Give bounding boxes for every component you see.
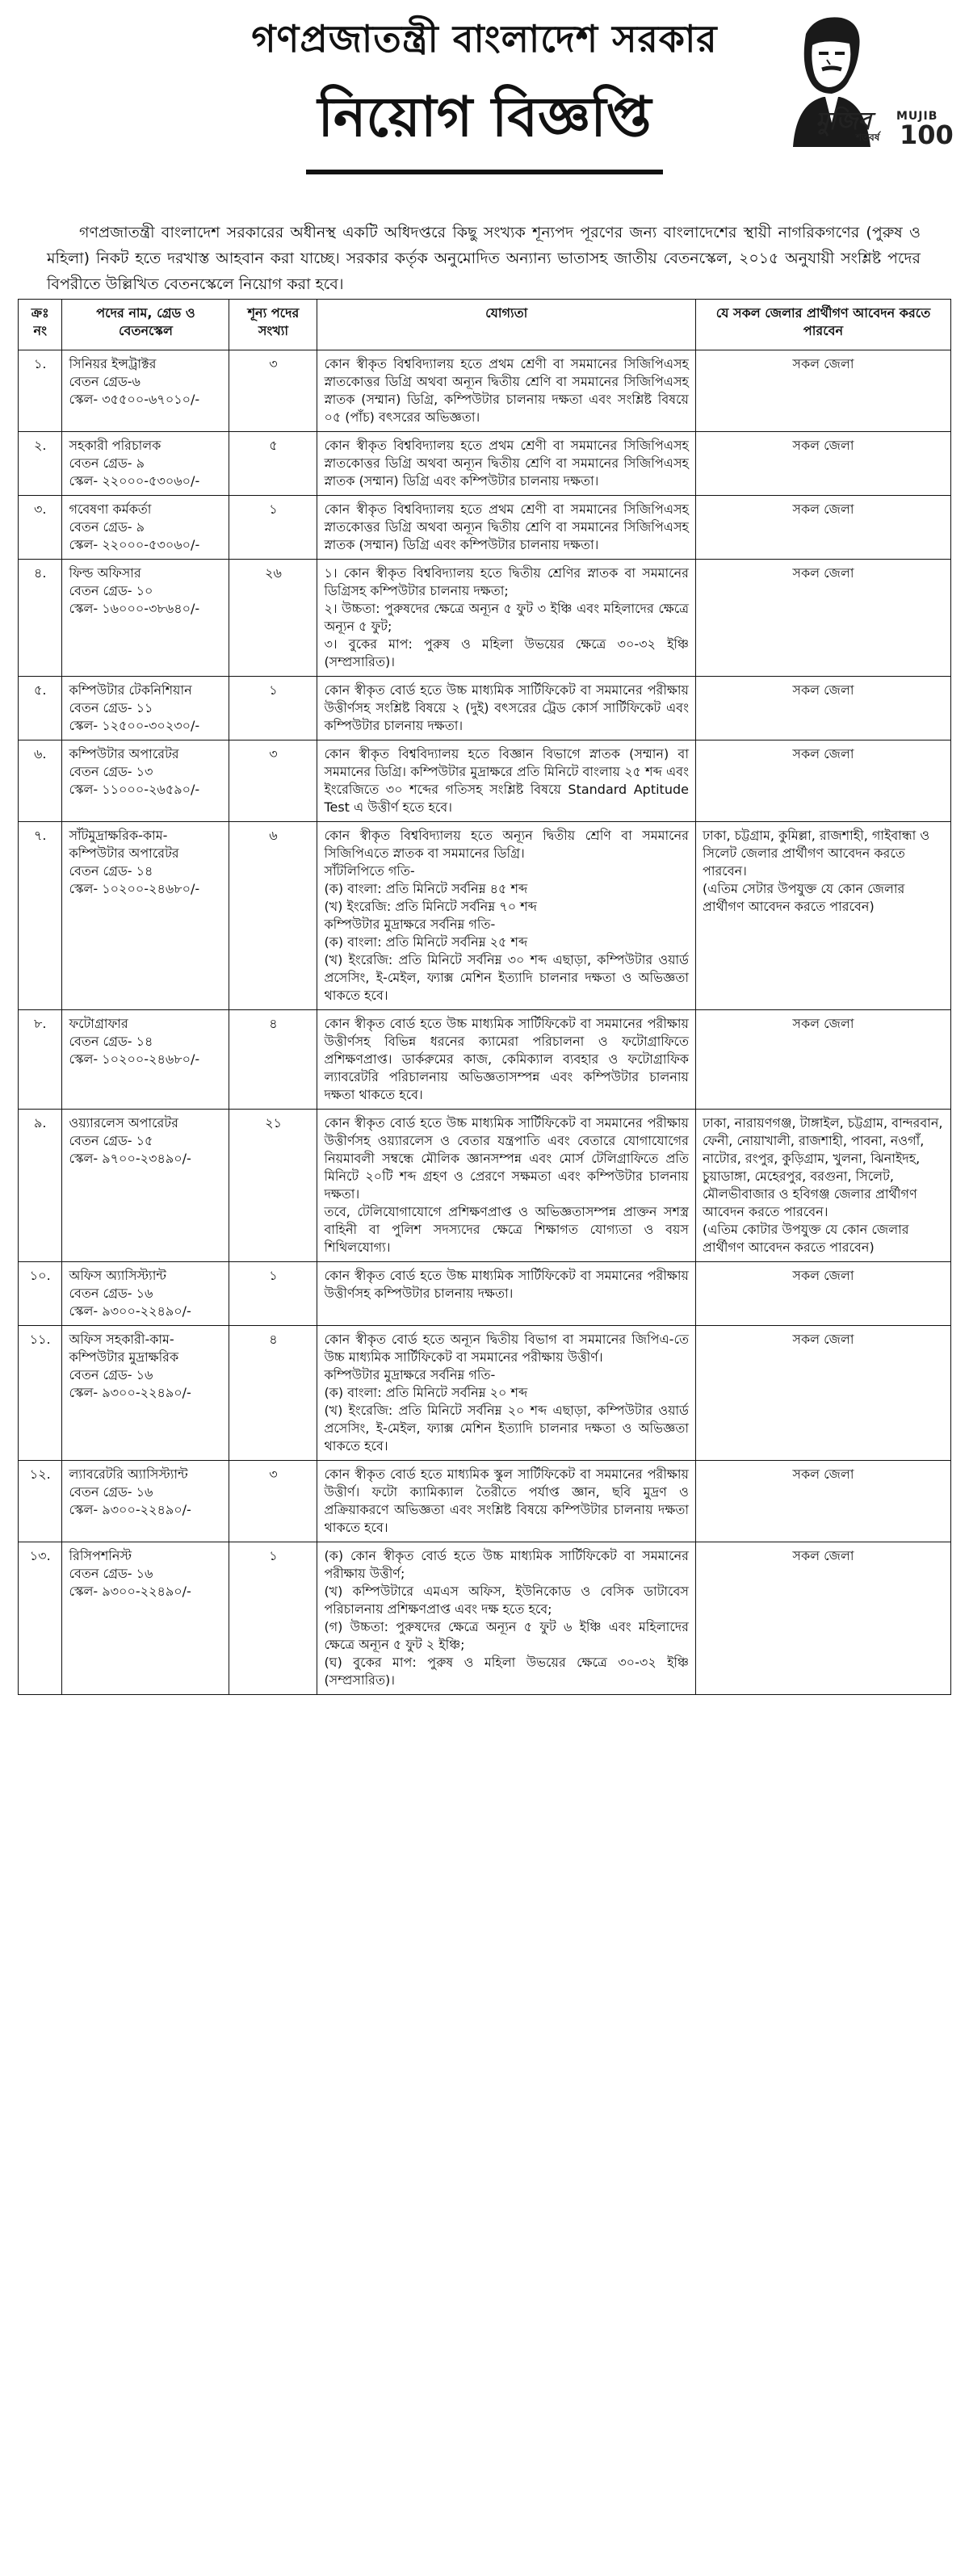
pay-grade: বেতন গ্রেড- ১১ [69,700,153,715]
pay-scale: স্কেল- ৯৭০০-২৩৪৯০/- [69,1151,191,1166]
row-vacancy-count: ২৬ [229,560,317,677]
row-post-details [62,350,229,432]
district-line: সকল জেলা [792,682,854,698]
row-serial: ১০. [19,1262,62,1326]
district-line: সকল জেলা [792,356,854,371]
table-row [19,432,951,496]
pay-scale: স্কেল- ৩৫৫০০-৬৭০১০/- [69,392,200,407]
qualification-line: কম্পিউটার মুদ্রাক্ষরে সর্বনিম্ন গতি- [324,1367,496,1382]
row-qualification [317,350,696,432]
pay-grade: বেতন গ্রেড- ১০ [69,583,153,598]
pay-grade: বেতন গ্রেড- ১৩ [69,764,153,779]
qualification-line: তবে, টেলিযোগাযোগে প্রশিক্ষণপ্রাপ্ত ও অভিজ্ঞতাসম্পন্ন প্রাক্তন সশস্ত্র বাহিনী বা পুলিশ সদস্যদের ক্ষেত্রে শিক্ষাগত যোগ্যতা ও বয়স শিথিলযোগ্য। [324,1204,689,1255]
row-vacancy-count: ১ [229,496,317,560]
qualification-line: ২। উচ্চতা: পুরুষদের ক্ষেত্রে অন্যূন ৫ ফুট ৩ ইঞ্চি এবং মহিলাদের ক্ষেত্রে অন্যূন ৫ ফুট; [324,601,689,634]
district-line: সকল জেলা [792,1016,854,1031]
table-row [19,1542,951,1695]
header-count: শূন্য পদের সংখ্যা [229,300,317,350]
row-vacancy-count: ১ [229,677,317,740]
row-serial: ১১. [19,1326,62,1461]
row-post-details [62,1110,229,1262]
qualification-line: (খ) ইংরেজি: প্রতি মিনিটে সর্বনিম্ন ২০ শব্দ এছাড়া, কম্পিউটার ওয়ার্ড প্রসেসিং, ই-মেইল, ফ্যাক্স মেশিন ইত্যাদি চালনার দক্ষতা ও অভিজ্ঞতা থাকতে হবে। [324,1403,689,1454]
post-name: ফটোগ্রাফার [69,1016,128,1031]
pay-scale: স্কেল- ২২০০০-৫৩০৬০/- [69,537,200,552]
qualification-line: কোন স্বীকৃত বোর্ড হতে উচ্চ মাধ্যমিক সার্টিফিকেট বা সমমানের পরীক্ষায় উত্তীর্ণসহ কম্পিউটার চালনায় দক্ষতা। [324,1268,689,1301]
row-serial: ২. [19,432,62,496]
row-eligible-districts [695,560,950,677]
row-vacancy-count: ৩ [229,1461,317,1542]
row-post-details [62,822,229,1010]
row-eligible-districts [695,1326,950,1461]
district-line: (এতিম কোটার উপযুক্ত যে কোন জেলার প্রার্থীগণ আবেদন করতে পারবেন) [702,1222,909,1255]
qualification-line: (গ) উচ্চতা: পুরুষদের ক্ষেত্রে অন্যূন ৫ ফুট ৬ ইঞ্চি এবং মহিলাদের ক্ষেত্রে অন্যূন ৫ ফুট ২ ইঞ্চি; [324,1619,689,1652]
row-post-details [62,740,229,822]
post-name: অফিস অ্যাসিস্ট্যান্ট [69,1268,166,1283]
row-eligible-districts [695,350,950,432]
logo-number-text: 100 [900,120,954,150]
logo-sub-text: শতবর্ষ [856,132,880,143]
row-qualification [317,1326,696,1461]
post-name: ফিল্ড অফিসার [69,565,141,581]
row-post-details [62,1542,229,1695]
district-line: ঢাকা, চট্টগ্রাম, কুমিল্লা, রাজশাহী, গাইবান্ধা ও সিলেট জেলার প্রার্থীগণ আবেদন করতে পারবেন। [702,828,930,879]
row-serial: ১২. [19,1461,62,1542]
row-eligible-districts [695,677,950,740]
pay-grade: বেতন গ্রেড- ১৫ [69,1133,153,1148]
row-eligible-districts [695,740,950,822]
pay-grade: বেতন গ্রেড- ৯ [69,519,145,535]
row-post-details [62,1326,229,1461]
qualification-line: কোন স্বীকৃত বোর্ড হতে উচ্চ মাধ্যমিক সার্টিফিকেট বা সমমানের পরীক্ষায় উত্তীর্ণসহ বিভিন্ন ধরনের ক্যামেরা পরিচালনা ও ফটোগ্রাফিতে প্রশিক্ষণপ্রাপ্ত। ডার্করুমের কাজ, কেমিক্যাল ব্যবহার ও ফটোগ্রাফিক ল্যাবরেটরি পরিচালনায় অভিজ্ঞতাসম্পন্ন এবং কম্পিউটার চালনায় দক্ষতা থাকতে হবে। [324,1016,689,1102]
row-eligible-districts [695,822,950,1010]
table-row [19,677,951,740]
qualification-line: (ক) বাংলা: প্রতি মিনিটে সর্বনিম্ন ৪৫ শব্দ [324,881,528,896]
mujib-borsho-logo [759,10,954,155]
district-line: সকল জেলা [792,1548,854,1563]
row-qualification [317,432,696,496]
pay-grade: বেতন গ্রেড-৬ [69,374,141,389]
row-eligible-districts [695,1461,950,1542]
qualification-line: কম্পিউটার মুদ্রাক্ষরে সর্বনিম্ন গতি- [324,917,496,932]
pay-grade: বেতন গ্রেড- ১৬ [69,1484,153,1500]
qualification-line: (খ) ইংরেজি: প্রতি মিনিটে সর্বনিম্ন ৩০ শব্দ এছাড়া, কম্পিউটার ওয়ার্ড প্রসেসিং, ই-মেইল, ফ্যাক্স মেশিন ইত্যাদি চালনার দক্ষতা ও অভিজ্ঞতা থাকতে হবে। [324,952,689,1003]
row-serial: ৫. [19,677,62,740]
pay-scale: স্কেল- ১০২০০-২৪৬৮০/- [69,881,200,896]
row-vacancy-count: ৩ [229,740,317,822]
qualification-line: কোন স্বীকৃত বিশ্ববিদ্যালয় হতে অন্যূন দ্বিতীয় শ্রেণি বা সমমানের সিজিপিএতে স্নাতক বা সমমানের ডিগ্রি। [324,828,689,861]
qualification-line: কোন স্বীকৃত বিশ্ববিদ্যালয় হতে প্রথম শ্রেণী বা সমমানের সিজিপিএসহ স্নাতকোত্তর ডিগ্রি অথবা অন্যূন দ্বিতীয় শ্রেণি বা সমমানের সিজিপিএসহ স্নাতক (সম্মান) ডিগ্রি এবং কম্পিউটার চালনায় দক্ষতা। [324,438,689,489]
row-vacancy-count: ৪ [229,1010,317,1110]
row-serial: ৭. [19,822,62,1010]
qualification-line: (ক) বাংলা: প্রতি মিনিটে সর্বনিম্ন ২০ শব্দ [324,1385,528,1400]
pay-scale: স্কেল- ১১০০০-২৬৫৯০/- [69,782,200,797]
header-districts: যে সকল জেলার প্রার্থীগণ আবেদন করতে পারবেন [695,300,950,350]
row-eligible-districts [695,496,950,560]
row-serial: ১৩. [19,1542,62,1695]
intro-paragraph: গণপ্রজাতন্ত্রী বাংলাদেশ সরকারের অধীনস্থ একটি অধিদপ্তরে কিছু সংখ্যক শূন্যপদ পূরণের জন্য বাংলাদেশের স্থায়ী নাগরিকগণের (পুরুষ ও মহিলা) নিকট হতে দরখাস্ত আহবান করা যাচ্ছে। সরকার কর্তৃক অনুমোদিত অন্যান্য ভাতাসহ জাতীয় বেতনস্কেল, ২০১৫ অনুযায়ী সংশ্লিষ্ট পদের বিপরীতে উল্লিখিত বেতনস্কেলে নিয়োগ করা হবে। [47,224,921,293]
row-post-details [62,1461,229,1542]
table-row [19,560,951,677]
government-name: গণপ্রজাতন্ত্রী বাংলাদেশ সরকার [251,17,718,61]
row-qualification [317,740,696,822]
post-name: কম্পিউটার টেকনিশিয়ান [69,682,192,698]
qualification-line: কোন স্বীকৃত বোর্ড হতে মাধ্যমিক স্কুল সার্টিফিকেট বা সমমানের পরীক্ষায় উত্তীর্ণ। ফটো ক্যামিক্যাল তৈরীতে পর্যাপ্ত জ্ঞান, ছবি মুদ্রণ ও প্রক্রিয়াকরণে অভিজ্ঞতা এবং সংশ্লিষ্ট বিষয়ে কম্পিউটার চালনায় দক্ষতা থাকতে হবে। [324,1466,689,1535]
district-line: সকল জেলা [792,1332,854,1347]
row-qualification [317,496,696,560]
qualification-line: (ঘ) বুকের মাপ: পুরুষ ও মহিলা উভয়ের ক্ষেত্রে ৩০-৩২ ইঞ্চি (সম্প্রসারিত)। [324,1655,689,1688]
table-row [19,496,951,560]
pay-grade: বেতন গ্রেড- ১৬ [69,1286,153,1301]
row-qualification [317,1110,696,1262]
row-vacancy-count: ৫ [229,432,317,496]
row-serial: ৩. [19,496,62,560]
pay-scale: স্কেল- ৯৩০০-২২৪৯০/- [69,1502,191,1517]
district-line: সকল জেলা [792,438,854,453]
row-vacancy-count: ১ [229,1262,317,1326]
post-name: ওয়্যারলেস অপারেটর [69,1115,178,1131]
pay-grade: বেতন গ্রেড- ১৪ [69,863,153,879]
qualification-line: ১। কোন স্বীকৃত বিশ্ববিদ্যালয় হতে দ্বিতীয় শ্রেণির স্নাতক বা সমমানের ডিগ্রিসহ কম্পিউটার চালনায় দক্ষতা; [324,565,689,598]
post-name: কম্পিউটার অপারেটর [69,746,179,761]
qualification-line: কোন স্বীকৃত বিশ্ববিদ্যালয় হতে প্রথম শ্রেণী বা সমমানের সিজিপিএসহ স্নাতকোত্তর ডিগ্রি অথবা অন্যূন দ্বিতীয় শ্রেণি বা সমমানের সিজিপিএসহ স্নাতক (সম্মান) ডিগ্রি এবং কম্পিউটার চালনায় দক্ষতা। [324,501,689,552]
district-line: সকল জেলা [792,746,854,761]
row-vacancy-count: ৩ [229,350,317,432]
row-vacancy-count: ৪ [229,1326,317,1461]
table-row [19,1110,951,1262]
row-serial: ৪. [19,560,62,677]
row-qualification [317,1010,696,1110]
row-qualification [317,1542,696,1695]
pay-scale: স্কেল- ১৬০০০-৩৮৬৪০/- [69,601,200,616]
post-name: ল্যাবরেটরি অ্যাসিস্ট্যান্ট [69,1466,188,1482]
district-line: ঢাকা, নারায়ণগঞ্জ, টাঙ্গাইল, চট্টগ্রাম, বান্দরবান, ফেনী, নোয়াখালী, রাজশাহী, পাবনা, নওগাঁ, নাটোর, রংপুর, কুড়িগ্রাম, খুলনা, ঝিনাইদহ, চুয়াডাঙ্গা, মেহেরপুর, বরগুনা, সিলেট, মৌলভীবাজার ও হবিগঞ্জ জেলার প্রার্থীগণ আবেদন করতে পারবেন। [702,1115,943,1219]
row-post-details [62,496,229,560]
row-serial: ৮. [19,1010,62,1110]
district-line: সকল জেলা [792,501,854,517]
header-serial: ক্রঃ নং [19,300,62,350]
table-row [19,1326,951,1461]
post-name: অফিস সহকারী-কাম-কম্পিউটার মুদ্রাক্ষরিক [69,1332,179,1365]
row-post-details [62,432,229,496]
district-line: সকল জেলা [792,1268,854,1283]
logo-script-text: মুজিব [816,107,871,136]
row-eligible-districts [695,1542,950,1695]
pay-scale: স্কেল- ১০২০০-২৪৬৮০/- [69,1051,200,1067]
row-qualification [317,822,696,1010]
row-eligible-districts [695,1110,950,1262]
row-eligible-districts [695,1010,950,1110]
logo-latin-text: MUJIB [896,110,938,123]
row-vacancy-count: ২১ [229,1110,317,1262]
table-row [19,822,951,1010]
table-row [19,350,951,432]
row-eligible-districts [695,432,950,496]
notice-title-text: নিয়োগ বিজ্ঞপ্তি [306,74,662,174]
qualification-line: সাঁটলিপিতে গতি- [324,863,415,879]
vacancy-table [18,299,951,1695]
table-row [19,1010,951,1110]
row-qualification [317,560,696,677]
mujib-borsho-wordmark [816,99,954,150]
row-vacancy-count: ১ [229,1542,317,1695]
pay-scale: স্কেল- ৯৩০০-২২৪৯০/- [69,1385,191,1400]
row-post-details [62,1010,229,1110]
row-serial: ৬. [19,740,62,822]
table-row [19,740,951,822]
row-post-details [62,560,229,677]
pay-grade: বেতন গ্রেড- ১৬ [69,1367,153,1382]
pay-grade: বেতন গ্রেড- ১৪ [69,1034,153,1049]
qualification-line: কোন স্বীকৃত বিশ্ববিদ্যালয় হতে বিজ্ঞান বিভাগে স্নাতক (সম্মান) বা সমমানের ডিগ্রি। কম্পিউটার মুদ্রাক্ষরে প্রতি মিনিটে বাংলায় ২৫ শব্দ এবং ইংরেজিতে ৩০ শব্দের গতিসহ সংশ্লিষ্ট বিষয়ে Standard Aptitude Test এ উত্তীর্ণ হতে হবে। [324,746,689,815]
pay-grade: বেতন গ্রেড- ১৬ [69,1566,153,1581]
pay-scale: স্কেল- ১২৫০০-৩০২৩০/- [69,718,200,733]
qualification-line: (খ) কম্পিউটারে এমএস অফিস, ইউনিকোড ও বেসিক ডাটাবেস পরিচালনায় প্রশিক্ষণপ্রাপ্ত এবং দক্ষ হতে হবে; [324,1584,689,1617]
qualification-line: কোন স্বীকৃত বোর্ড হতে উচ্চ মাধ্যমিক সার্টিফিকেট বা সমমানের পরীক্ষায় উত্তীর্ণসহ ওয়্যারলেস ও বেতার যন্ত্রপাতি এবং বেতারে যোগাযোগের নিয়মাবলী সম্বন্ধে মৌলিক জ্ঞানসম্পন্ন এবং মোর্স টেলিগ্রাফিতে প্রতি মিনিটে ২০টি শব্দ গ্রহণ ও প্রেরণে সক্ষমতা এবং কম্পিউটার চালনায় দক্ষতা। [324,1115,689,1202]
pay-scale: স্কেল- ৯৩০০-২২৪৯০/- [69,1584,191,1599]
qualification-line: (খ) ইংরেজি: প্রতি মিনিটে সর্বনিম্ন ৭০ শব্দ [324,899,537,914]
post-name: রিসিপশনিস্ট [69,1548,132,1563]
row-eligible-districts [695,1262,950,1326]
table-header-row [19,300,951,350]
notice-header [0,0,969,186]
pay-scale: স্কেল- ২২০০০-৫৩০৬০/- [69,473,200,489]
table-row [19,1461,951,1542]
row-qualification [317,1461,696,1542]
qualification-line: ৩। বুকের মাপ: পুরুষ ও মহিলা উভয়ের ক্ষেত্রে ৩০-৩২ ইঞ্চি (সম্প্রসারিত)। [324,636,689,669]
row-vacancy-count: ৬ [229,822,317,1010]
qualification-line: কোন স্বীকৃত বোর্ড হতে উচ্চ মাধ্যমিক সার্টিফিকেট বা সমমানের পরীক্ষায় উত্তীর্ণসহ সংশ্লিষ্ট বিষয়ে ২ (দুই) বৎসরের ট্রেড কোর্স সার্টিফিকেট এবং কম্পিউটার চালনায় দক্ষতা। [324,682,689,733]
header-qualification: যোগ্যতা [317,300,696,350]
row-serial: ৯. [19,1110,62,1262]
post-name: সাঁটমুদ্রাক্ষরিক-কাম-কম্পিউটার অপারেটর [69,828,179,861]
header-post: পদের নাম, গ্রেড ও বেতনস্কেল [62,300,229,350]
pay-grade: বেতন গ্রেড- ৯ [69,455,145,471]
district-line: সকল জেলা [792,565,854,581]
row-post-details [62,677,229,740]
table-row [19,1262,951,1326]
qualification-line: কোন স্বীকৃত বোর্ড হতে অন্যূন দ্বিতীয় বিভাগ বা সমমানের জিপিএ-তে উচ্চ মাধ্যমিক সার্টিফিকেট বা সমমানের পরীক্ষায় উত্তীর্ণ। [324,1332,689,1365]
table-body [19,350,951,1695]
district-line: সকল জেলা [792,1466,854,1482]
post-name: সিনিয়র ইন্সট্রাক্টর [69,356,157,371]
qualification-line: (ক) কোন স্বীকৃত বোর্ড হতে উচ্চ মাধ্যমিক সার্টিফিকেট বা সমমানের পরীক্ষায় উত্তীর্ণ; [324,1548,689,1581]
row-serial: ১. [19,350,62,432]
pay-scale: স্কেল- ৯৩০০-২২৪৯০/- [69,1303,191,1319]
post-name: সহকারী পরিচালক [69,438,162,453]
row-qualification [317,677,696,740]
district-line: (এতিম সেটার উপযুক্ত যে কোন জেলার প্রার্থীগণ আবেদন করতে পারবেন) [702,881,905,914]
post-name: গবেষণা কর্মকর্তা [69,501,152,517]
row-post-details [62,1262,229,1326]
qualification-line: (ক) বাংলা: প্রতি মিনিটে সর্বনিম্ন ২৫ শব্দ [324,934,528,950]
qualification-line: কোন স্বীকৃত বিশ্ববিদ্যালয় হতে প্রথম শ্রেণী বা সমমানের সিজিপিএসহ স্নাতকোত্তর ডিগ্রি অথবা অন্যূন দ্বিতীয় শ্রেণি বা সমমানের সিজিপিএসহ স্নাতক (সম্মান) ডিগ্রি, কম্পিউটার চালনায় দক্ষতা এবং সংশ্লিষ্ট বিষয়ে ০৫ (পাঁচ) বৎসরের অভিজ্ঞতা। [324,356,689,425]
row-qualification [317,1262,696,1326]
